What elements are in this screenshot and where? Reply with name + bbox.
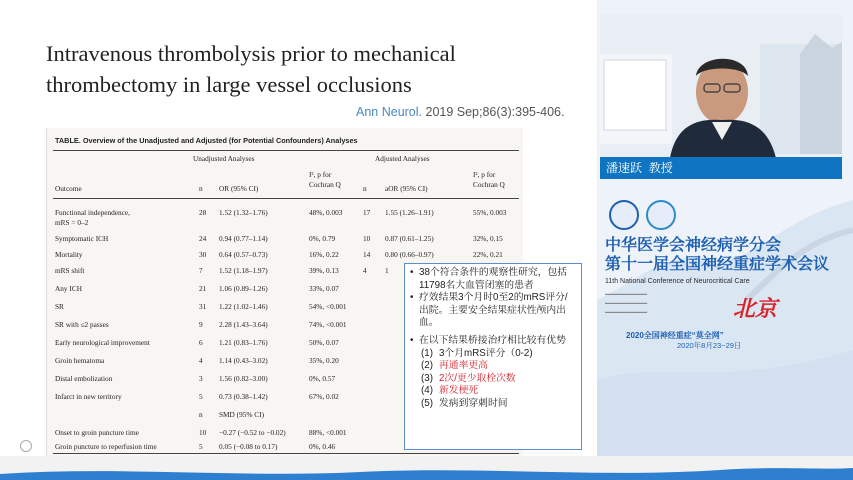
- table-cell-n: 3: [199, 374, 203, 383]
- table-cell-o1: Distal embolization: [55, 374, 113, 383]
- callout-item-text: 新发梗死: [438, 385, 479, 397]
- table-cell-n: 9: [199, 320, 203, 329]
- callout-item-number: (4): [421, 385, 433, 397]
- speaker-video: [600, 14, 842, 158]
- table-cell-n: 10: [199, 428, 207, 437]
- table-cell-i2: 67%, 0.02: [309, 392, 339, 401]
- table-cell-o2: mRS = 0–2: [55, 218, 89, 227]
- table-cell-an: 14: [363, 250, 371, 259]
- table-cell-ai2: 22%, 0.21: [473, 250, 503, 259]
- table-cell-or: 1.21 (0.83–1.76): [219, 338, 268, 347]
- organizer-line-3: ━━━━━━━━━━━━━━: [605, 310, 648, 316]
- table-rule-bottom: [53, 453, 519, 454]
- table-cell-or: 0.73 (0.38–1.42): [219, 392, 268, 401]
- table-row: [47, 250, 523, 264]
- table-cell-i2: 16%, 0.22: [309, 250, 339, 259]
- table-cell-o1: SR: [55, 302, 64, 311]
- conference-date: 2020年8月23~29日: [677, 341, 742, 350]
- col-outcome: Outcome: [55, 184, 82, 193]
- table-cell-n: 4: [199, 356, 203, 365]
- table-cell-n: 5: [199, 442, 203, 451]
- table-cell-n: 7: [199, 266, 203, 275]
- table-cell-n: 5: [199, 392, 203, 401]
- speaker-name: 潘速跃: [606, 161, 643, 175]
- table-cell-n: 31: [199, 302, 207, 311]
- table-cell-o1: Any ICH: [55, 284, 82, 293]
- callout-bullet-1: • 38个符合条件的观察性研究，包括11798名大血管闭塞的患者: [419, 267, 575, 292]
- col-i2-a: I², p for: [309, 170, 332, 179]
- speaker-video-feed: [600, 14, 842, 158]
- callout-item: [419, 373, 575, 386]
- table-cell-or: 1.52 (1.32–1.76): [219, 208, 268, 217]
- table-cell-an: 17: [363, 208, 371, 217]
- table-cell-o1: Infarct in new territory: [55, 392, 122, 401]
- table-rule-top: [53, 150, 519, 151]
- cma-emblem-icon: [609, 200, 639, 230]
- table-cell-aor: 0.80 (0.66–0.97): [385, 250, 434, 259]
- table-cell-aor: 0.87 (0.61–1.25): [385, 234, 434, 243]
- speaker-title: 教授: [648, 161, 673, 175]
- table-rule-header: [53, 198, 519, 199]
- citation-journal: Ann Neurol.: [356, 105, 423, 119]
- table-cell-ai2: 32%, 0.15: [473, 234, 503, 243]
- table-cell-n: 30: [199, 250, 207, 259]
- table-row: [47, 234, 523, 248]
- beijing-calligraphy: 北京: [733, 296, 778, 321]
- table-cell-o1: Groin hematoma: [55, 356, 105, 365]
- table-cell-n: n: [199, 410, 203, 419]
- table-row: [47, 208, 523, 227]
- table-cell-o1: SR with ≤2 passes: [55, 320, 109, 329]
- callout-item-number: (5): [421, 397, 433, 409]
- table-title: TABLE. Overview of the Unadjusted and Adjusted (for Potential Confounders) Analyses: [55, 136, 358, 145]
- table-cell-n: 28: [199, 208, 207, 217]
- callout-item: [419, 398, 575, 411]
- table-cell-an: 4: [363, 266, 367, 275]
- table-cell-ai2: 55%, 0.003: [473, 208, 507, 217]
- callout-item-number: (3): [421, 372, 433, 384]
- callout-list: [419, 348, 575, 411]
- table-cell-i2: 0%, 0.46: [309, 442, 336, 451]
- smd-header: SMD (95% CI): [219, 410, 264, 419]
- conference-title: [605, 236, 845, 274]
- callout-bullet-2: • 疗效结果3个月时0至2的mRS评分/出院。主要安全结果症状性颅内出血。: [419, 292, 575, 330]
- conference-brand: 2020全国神经重症“莫全网”: [626, 331, 724, 340]
- group-unadjusted: Unadjusted Analyses: [193, 154, 255, 163]
- callout-item-number: (1): [421, 347, 433, 359]
- group-adjusted: Adjusted Analyses: [375, 154, 430, 163]
- speaker-label: [600, 157, 842, 179]
- table-cell-aor: 1: [385, 266, 389, 275]
- organizer-line-1: ━━━━━━━━━━━━━━: [605, 292, 648, 298]
- table-cell-i2: 88%, <0.001: [309, 428, 347, 437]
- col-or: OR (95% CI): [219, 184, 259, 193]
- table-cell-or: 0.05 (−0.08 to 0.17): [219, 442, 278, 451]
- col-ai2-b: Cochran Q: [473, 180, 505, 189]
- neurology-emblem-icon: [646, 200, 676, 230]
- table-cell-i2: 39%, 0.13: [309, 266, 339, 275]
- table-cell-or: 1.14 (0.43–3.02): [219, 356, 268, 365]
- bottom-wave-decoration: [0, 464, 853, 480]
- table-cell-or: 1.56 (0.82–3.00): [219, 374, 268, 383]
- table-cell-n: 24: [199, 234, 207, 243]
- table-cell-i2: 54%, <0.001: [309, 302, 347, 311]
- organizer-line-2: ━━━━━━━━━━━━━━: [605, 301, 648, 307]
- slide-nav-icon[interactable]: [20, 440, 32, 452]
- table-cell-or: −0.27 (−0.52 to −0.02): [219, 428, 286, 437]
- table-cell-i2: 0%, 0.57: [309, 374, 336, 383]
- callout-item-text: 发病到穿刺时间: [438, 397, 508, 409]
- table-cell-i2: 50%, 0.07: [309, 338, 339, 347]
- slide-title: Intravenous thrombolysis prior to mechanical thrombectomy in large vessel occlusions: [46, 41, 456, 97]
- table-cell-n: 6: [199, 338, 203, 347]
- citation: [356, 105, 564, 119]
- callout-item-number: (2): [421, 360, 433, 372]
- conference-title-line2: 第十一届全国神经重症学术会议: [605, 256, 830, 273]
- table-cell-o1: Functional independence,: [55, 208, 130, 217]
- col-i2-b: Cochran Q: [309, 180, 341, 189]
- table-cell-i2: 0%, 0.79: [309, 234, 336, 243]
- table-cell-or: 1.22 (1.02–1.46): [219, 302, 268, 311]
- table-cell-or: 1.52 (1.18–1.97): [219, 266, 268, 275]
- table-cell-an: 10: [363, 234, 371, 243]
- callout-item: [419, 348, 575, 361]
- summary-callout: [404, 263, 582, 450]
- table-cell-or: 0.64 (0.57–0.73): [219, 250, 268, 259]
- citation-details: 2019 Sep;86(3):395-406.: [422, 105, 565, 119]
- callout-item: [419, 360, 575, 373]
- table-cell-o1: Onset to groin puncture time: [55, 428, 139, 437]
- table-cell-o1: mRS shift: [55, 266, 85, 275]
- table-cell-i2: 35%, 0.20: [309, 356, 339, 365]
- col-aor: aOR (95% CI): [385, 184, 428, 193]
- table-cell-i2: 74%, <0.001: [309, 320, 347, 329]
- callout-item-text: 3个月mRS评分（0-2): [438, 347, 533, 359]
- col-n: n: [199, 184, 203, 193]
- table-cell-n: 21: [199, 284, 207, 293]
- conference-title-en: 11th National Conference of Neurocritical Care: [605, 278, 750, 285]
- table-cell-or: 0.94 (0.77–1.14): [219, 234, 268, 243]
- conference-title-line1: 中华医学会神经病学分会: [605, 237, 782, 254]
- callout-item: [419, 385, 575, 398]
- table-cell-or: 1.06 (0.89–1.26): [219, 284, 268, 293]
- table-cell-o1: Early neurological improvement: [55, 338, 150, 347]
- callout-item-text: 再通率更高: [438, 360, 488, 372]
- table-cell-or: 2.28 (1.43–3.64): [219, 320, 268, 329]
- callout-item-text: 2次/更少取栓次数: [438, 372, 516, 384]
- table-cell-o1: Groin puncture to reperfusion time: [55, 442, 157, 451]
- table-cell-o1: Mortality: [55, 250, 83, 259]
- table-cell-aor: 1.55 (1.26–1.91): [385, 208, 434, 217]
- col-ai2-a: I², p for: [473, 170, 496, 179]
- col-an: n: [363, 184, 367, 193]
- table-cell-o1: Symptomatic ICH: [55, 234, 109, 243]
- callout-bullet-3: • 在以下结果桥接治疗相比较有优势: [419, 335, 575, 348]
- table-cell-i2: 33%, 0.07: [309, 284, 339, 293]
- table-cell-i2: 48%, 0.003: [309, 208, 343, 217]
